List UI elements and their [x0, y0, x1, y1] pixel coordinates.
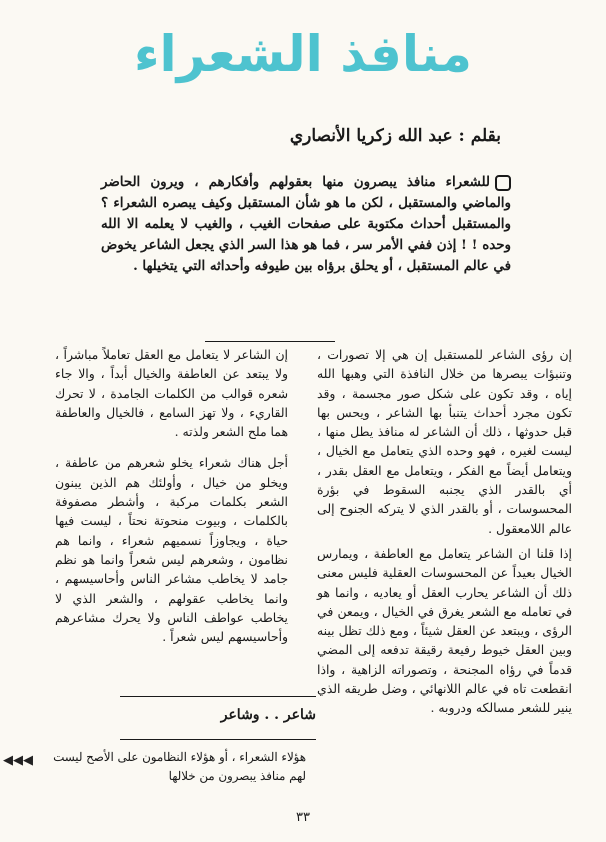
paragraph: إذا قلنا ان الشاعر يتعامل مع العاطفة ، ويمارس الخيال بعيداً عن المحسوسات العقلية فليس معنى ذلك أن الشاعر يحارب العقل أو يعاديه ، وانما هو في تعامله مع الشعر يغرق في الخيال ، ويمعن في الرؤى ، ويبتعد عن العقل شيئاً ، ومع ذلك تظل بينه وبين العقل خيوط رفيعة رقيقة تدفعه إلى المضي قدماً في رؤاه المجنحة ، وتصوراته الزاهية ، واذا انقطعت تاه في عالم اللانهائي ، وضل طريقه الذي ينير للشعر مسالكه ودروبه . — [317, 545, 572, 716]
paragraph: أجل هناك شعراء يخلو شعرهم من عاطفة ، ويخلو من خيال ، وأولئك هم الذين يبنون الشعر بكلمات مركبة ، وأشطر مصفوفة بالكلمات ، وبيوت منحوتة نحتاً ، ليست فيها حياة ، ويجاوزاً نسميهم شعراء ، وانما هم نظامون ، وشعرهم ليس شعراً وانما هو نظم جامد لا يخاطب مشاعر الناس وأحاسيسهم ، وانما يخاطب عقولهم ، والشعر الذي لا يخاطب عواطف الناس ولا يحرك مشاعرهم وأحاسيسهم ليس شعراً . — [55, 455, 288, 645]
column-right — [317, 345, 572, 724]
column-left — [55, 345, 288, 652]
intro-text: للشعراء منافذ يبصرون منها بعقولهم وأفكارهم ، ويرون الحاضر والماضي والمستقبل ، لكن ما هو شأن المستقبل وكيف يبصره الشعراء ؟ والمستقبل أحداث مكتوبة على صفحات الغيب ، والغيب لا يعلمه الا الله وحده ! ! إذن ففي الأمر سر ، فما هو هذا السر الذي يجعل الشاعر يخوض في عالم المستقبل ، أو يحلق برؤاه بين طيوفه وأحداثه التي يتخيلها . — [101, 174, 511, 274]
page-title: منافذ الشعراء — [134, 25, 472, 83]
square-bullet-icon — [495, 175, 511, 191]
intro-paragraph — [101, 172, 511, 277]
paragraph: إن رؤى الشاعر للمستقبل إن هي إلا تصورات ، وتنبؤات يبصرها من خلال النافذة التي وهبها الله إياه ، وقد تكون على شكل صور مجسمة ، وقد تكون مجرد أحداث يتنبأ بها الشاعر ، ويحس بها قبل حدوثها ، ذلك أن الشاعر له منافذ يطل منها ، ليست لغيره ، فهو وحده الذي يتعامل مع الخيال ، ويتعامل أيضاً مع الفكر ، ويتعامل مع العقل بقدر ، أي بالقدر الذي يجنبه السقوط في بؤرة المحسوسات ، أو بالقدر الذي لا يتركه الجنوح إلى عالم اللامعقول . — [317, 347, 572, 536]
paragraph: إن الشاعر لا يتعامل مع العقل تعاملاً مباشراً ، ولا يبتعد عن العاطفة والخيال أبداً ، والا جاء شعره قوالب من الكلمات الجامدة ، لا تحرك القاريء ، ولا تهز السامع ، فالخيال والعاطفة هما ملح الشعر ولذته . — [55, 347, 288, 440]
continue-arrows-icon: ◀◀◀ — [3, 753, 33, 768]
author-byline: بقلم : عبد الله زكريا الأنصاري — [289, 126, 501, 146]
intro-underline — [205, 341, 335, 342]
divider — [120, 696, 316, 697]
divider — [120, 739, 316, 740]
page-number: ٣٣ — [296, 810, 310, 825]
section-heading: شاعر . . وشاعر — [220, 707, 316, 723]
continuation-text: هؤلاء الشعراء ، أو هؤلاء النظامون على الأصح ليست لهم منافذ يبصرون من خلالها — [53, 750, 306, 783]
